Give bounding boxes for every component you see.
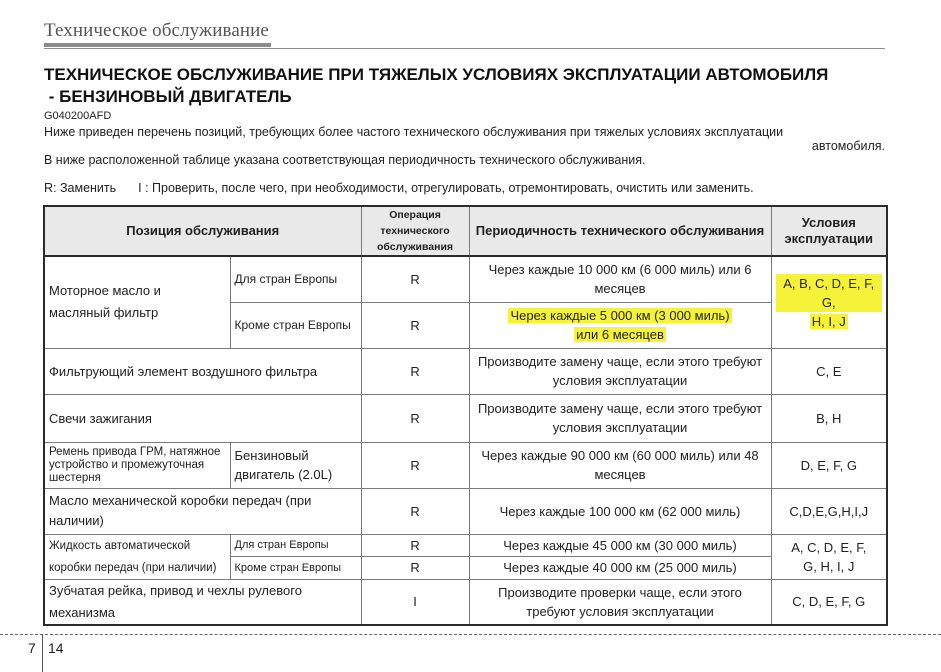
intro-paragraph-1: Ниже приведен перечень позиций, требующих более частого технического обслуживания при тяжелых условиях эксплуатации: [44, 125, 784, 139]
item-spark-plugs: Свечи зажигания: [44, 394, 361, 442]
operation-code: R: [361, 557, 469, 580]
conditions-highlight-1: A, B, C, D, E, F, G,: [776, 274, 883, 312]
chapter-number: 7: [28, 640, 36, 656]
maintenance-table: [43, 205, 888, 626]
periodicity-highlighted: [469, 302, 771, 348]
header-position: Позиция обслуживания: [44, 206, 361, 256]
periodicity-highlight-1: Через каждые 5 000 км (3 000 миль): [510, 308, 730, 323]
table-row: [44, 534, 887, 557]
conditions: B, H: [771, 394, 887, 442]
page-title: [44, 64, 889, 108]
table-row: [44, 579, 887, 625]
conditions: C, D, E, F, G: [771, 579, 887, 625]
legend: [44, 181, 889, 195]
conditions: [771, 534, 887, 579]
document-code: G040200AFD: [44, 110, 112, 122]
intro-paragraph-1-end: автомобиля.: [811, 139, 885, 153]
item-steering-gear: Зубчатая рейка, привод и чехлы рулевого механизма: [44, 579, 361, 625]
table-header-row: [44, 206, 887, 256]
periodicity: Производите проверки чаще, если этого требуют условия эксплуатации: [469, 579, 771, 625]
item-auto-transmission: Жидкость автоматической коробки передач (при наличии): [44, 534, 230, 579]
operation-code: R: [361, 302, 469, 348]
table-row: [44, 442, 887, 488]
item-manual-transmission: Масло механической коробки передач (при наличии): [44, 488, 361, 534]
page-title-line-1: ТЕХНИЧЕСКОЕ ОБСЛУЖИВАНИЕ ПРИ ТЯЖЕЛЫХ УСЛОВИЯХ ЭКСПЛУАТАЦИИ АВТОМОБИЛЯ: [44, 65, 829, 84]
sub-petrol-engine: Бензиновый двигатель (2.0L): [230, 442, 361, 488]
periodicity: Через каждые 10 000 км (6 000 миль) или 6 месяцев: [469, 256, 771, 302]
header-periodicity: Периодичность технического обслуживания: [469, 206, 771, 256]
conditions: [771, 256, 887, 348]
conditions-line-2: G, H, I, J: [803, 558, 855, 574]
sub-non-europe: Кроме стран Европы: [230, 302, 361, 348]
periodicity: Через каждые 90 000 км (60 000 миль) или 48 месяцев: [469, 442, 771, 488]
footer-divider: [0, 634, 941, 635]
page-title-line-2: - БЕНЗИНОВЫЙ ДВИГАТЕЛЬ: [44, 87, 292, 106]
header-operation: Операция технического обслуживания: [361, 206, 469, 256]
section-title: Техническое обслуживание: [44, 20, 271, 47]
sub-europe: Для стран Европы: [230, 256, 361, 302]
item-timing-belt: Ремень привода ГРМ, натяжное устройство и промежуточная шестерня: [44, 442, 230, 488]
intro-paragraph-2: В ниже расположенной таблице указана соответствующая периодичность технического обслуживания.: [44, 153, 646, 167]
section-divider: [44, 48, 885, 49]
operation-code: R: [361, 442, 469, 488]
conditions-highlight-2: H, I, J: [811, 313, 846, 329]
sub-non-europe: Кроме стран Европы: [230, 557, 361, 580]
intro-text: [44, 125, 885, 167]
conditions: D, E, F, G: [771, 442, 887, 488]
legend-replace: R: Заменить: [44, 181, 117, 195]
item-engine-oil: Моторное масло и масляный фильтр: [44, 256, 230, 348]
sub-europe: Для стран Европы: [230, 534, 361, 557]
header-conditions: Условия эксплуатации: [771, 206, 887, 256]
periodicity: Производите замену чаще, если этого требуют условия эксплуатации: [469, 348, 771, 394]
operation-code: R: [361, 256, 469, 302]
conditions: C,D,E,G,H,I,J: [771, 488, 887, 534]
periodicity: Через каждые 40 000 км (25 000 миль): [469, 557, 771, 580]
conditions: C, E: [771, 348, 887, 394]
operation-code: R: [361, 348, 469, 394]
table-row: [44, 394, 887, 442]
periodicity-highlight-2: или 6 месяцев: [576, 327, 664, 342]
periodicity: Через каждые 100 000 км (62 000 миль): [469, 488, 771, 534]
operation-code: I: [361, 579, 469, 625]
item-air-filter: Фильтрующий элемент воздушного фильтра: [44, 348, 361, 394]
table-row: [44, 256, 887, 302]
page-number: 14: [48, 640, 64, 656]
operation-code: R: [361, 488, 469, 534]
periodicity: Производите замену чаще, если этого требуют условия эксплуатации: [469, 394, 771, 442]
operation-code: R: [361, 394, 469, 442]
conditions-line-1: A, C, D, E, F,: [791, 539, 867, 555]
operation-code: R: [361, 534, 469, 557]
footer-separator: [42, 634, 43, 672]
table-row: [44, 488, 887, 534]
table-row: [44, 348, 887, 394]
legend-inspect: I : Проверить, после чего, при необходимости, отрегулировать, отремонтировать, очистить или заменить.: [138, 181, 754, 195]
periodicity: Через каждые 45 000 км (30 000 миль): [469, 534, 771, 557]
